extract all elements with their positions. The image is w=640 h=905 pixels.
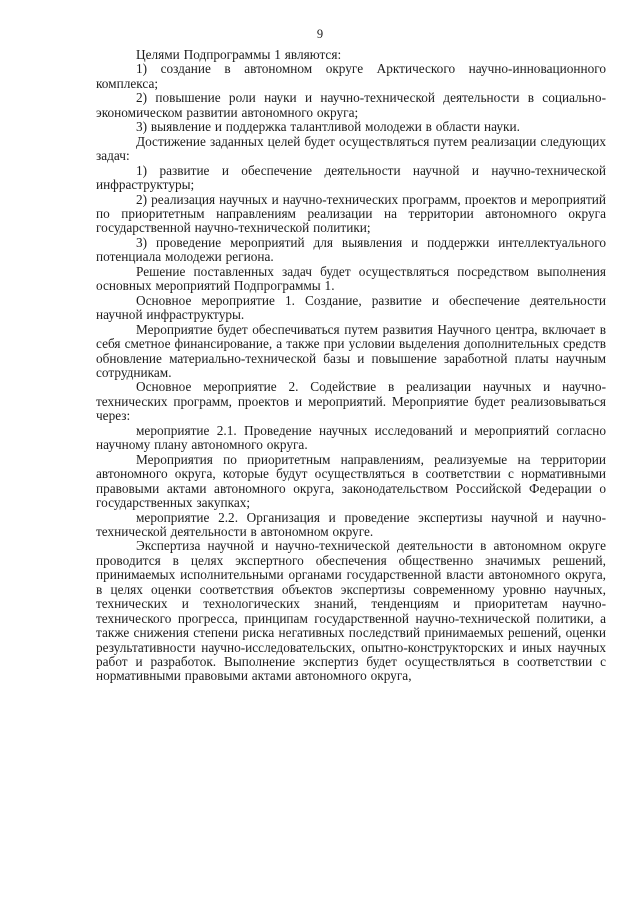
paragraph: мероприятие 2.2. Организация и проведение экспертизы научной и научно-технической деятельности в автономном округе. (96, 509, 606, 539)
paragraph: Решение поставленных задач будет осуществляться посредством выполнения основных мероприятий Подпрограммы 1. (96, 263, 606, 294)
paragraph: Мероприятия по приоритетным направлениям, реализуемые на территории автономного округа, которые будут осуществляться в соответствии с нормативными правовыми актами автономного округа, законодательством Российской Федерации о государственных закупках; (96, 451, 606, 511)
paragraph: 2) реализация научных и научно-технических программ, проектов и мероприятий по приоритетным направлениям реализации на территории автономного округа государственной научно-технической политики; (96, 191, 606, 236)
paragraph: мероприятие 2.1. Проведение научных исследований и мероприятий согласно научному плану автономного округа. (96, 422, 606, 453)
paragraph: Основное мероприятие 1. Создание, развитие и обеспечение деятельности научной инфраструктуры. (96, 292, 606, 323)
paragraph: Экспертиза научной и научно-технической деятельности в автономном округе проводится в целях экспертного обеспечения общественно значимых решений, принимаемых исполнительными органами государственной власти автономного округа, в целях оценки соответствия объектов экспертизы современному уровню научных, технических и технологических знаний, тенденциям и приоритетам научно-технического прогресса, принципам государственной научно-технической политики, а также снижения степени риска негативных последствий принимаемых решений, оценки результативности научно-исследовательских, опытно-конструкторских и иных научных работ и разработок. Выполнение экспертиз будет осуществляться в соответствии с нормативными правовыми актами автономного округа, (96, 538, 606, 684)
paragraph: 3) выявление и поддержка талантливой молодежи в области науки. (136, 119, 520, 135)
page-number: 9 (316, 27, 324, 41)
document-body (96, 48, 606, 684)
paragraph: 2) повышение роли науки и научно-технической деятельности в социально-экономическом развитии автономного округа; (96, 90, 606, 120)
paragraph: Целями Подпрограммы 1 являются: (136, 47, 342, 62)
paragraph: Достижение заданных целей будет осуществляться путем реализации следующих задач: (96, 133, 606, 164)
paragraph: 3) проведение мероприятий для выявления и поддержки интеллектуального потенциала молодежи региона. (96, 234, 606, 265)
paragraph: 1) создание в автономном округе Арктического научно-инновационного комплекса; (96, 61, 606, 91)
paragraph: 1) развитие и обеспечение деятельности научной и научно-технической инфраструктуры; (96, 162, 606, 193)
paragraph: Мероприятие будет обеспечиваться путем развития Научного центра, включает в себя сметное финансирование, а также при условии выделения дополнительных средств обновление материально-технической базы и повышение заработной платы научным сотрудникам. (96, 321, 606, 380)
paragraph: Основное мероприятие 2. Содействие в реализации научных и научно-технических программ, проектов и мероприятий. Мероприятие будет реализовываться через: (96, 379, 606, 424)
